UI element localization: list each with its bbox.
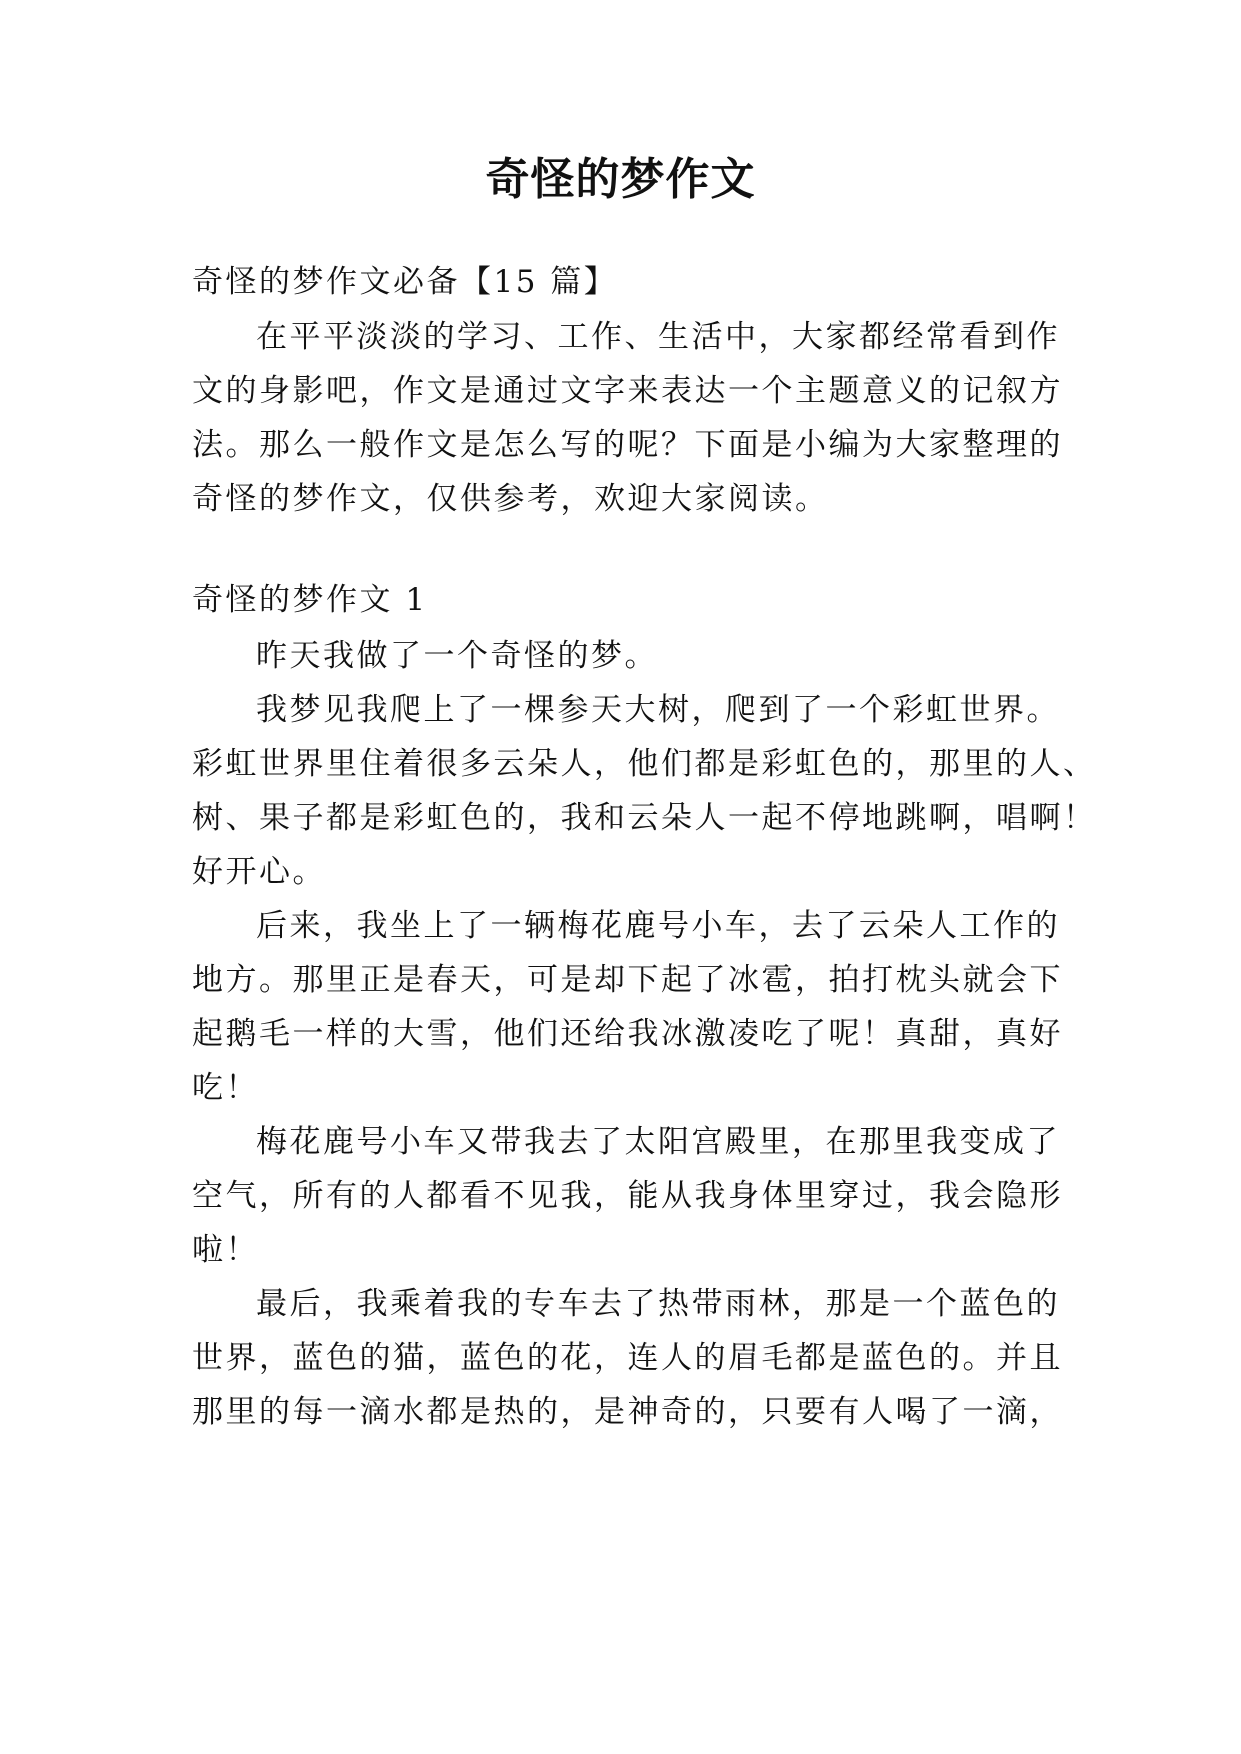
body-line: 世界，蓝色的猫，蓝色的花，连人的眉毛都是蓝色的。并且	[192, 1340, 1063, 1376]
body-line: 梅花鹿号小车又带我去了太阳宫殿里，在那里我变成了	[256, 1124, 1060, 1160]
document-title: 奇怪的梦作文	[485, 154, 756, 205]
body-line: 那里的每一滴水都是热的，是神奇的，只要有人喝了一滴，	[192, 1394, 1063, 1430]
body-line: 后来，我坐上了一辆梅花鹿号小车，去了云朵人工作的	[256, 908, 1060, 944]
intro-line: 文的身影吧，作文是通过文字来表达一个主题意义的记叙方	[192, 373, 1063, 409]
intro-line: 在平平淡淡的学习、工作、生活中，大家都经常看到作	[256, 319, 1060, 355]
body-line: 我梦见我爬上了一棵参天大树，爬到了一个彩虹世界。	[256, 692, 1060, 728]
body-line: 起鹅毛一样的大雪，他们还给我冰激凌吃了呢！真甜，真好	[192, 1016, 1063, 1052]
body-line: 地方。那里正是春天，可是却下起了冰雹，拍打枕头就会下	[192, 962, 1063, 998]
body-line: 啦！	[192, 1232, 259, 1268]
body-line: 好开心。	[192, 854, 326, 890]
section-heading: 奇怪的梦作文 1	[192, 582, 428, 618]
body-line: 彩虹世界里住着很多云朵人，他们都是彩虹色的，那里的人、	[192, 746, 1097, 782]
body-line: 昨天我做了一个奇怪的梦。	[256, 638, 658, 674]
document-subtitle: 奇怪的梦作文必备【15 篇】	[192, 264, 618, 300]
body-line: 空气，所有的人都看不见我，能从我身体里穿过，我会隐形	[192, 1178, 1063, 1214]
intro-line: 法。那么一般作文是怎么写的呢？下面是小编为大家整理的	[192, 427, 1063, 463]
intro-line: 奇怪的梦作文，仅供参考，欢迎大家阅读。	[192, 481, 829, 517]
body-line: 最后，我乘着我的专车去了热带雨林，那是一个蓝色的	[256, 1286, 1060, 1322]
body-line: 树、果子都是彩虹色的，我和云朵人一起不停地跳啊，唱啊！	[192, 800, 1097, 836]
body-line: 吃！	[192, 1070, 259, 1106]
